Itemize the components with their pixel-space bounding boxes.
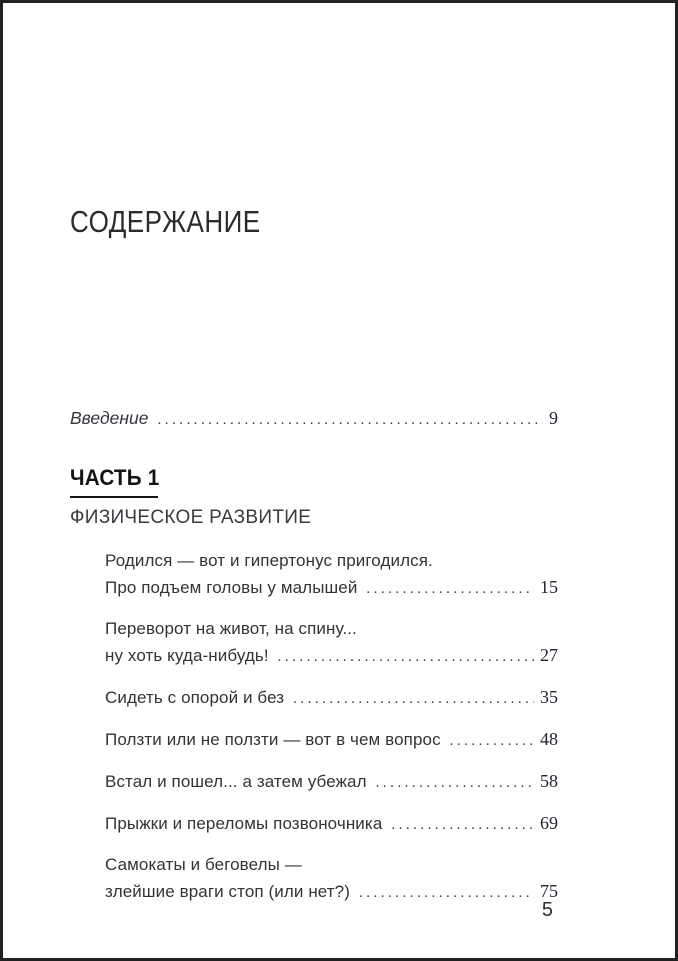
entry-text: Прыжки и переломы позвоночника bbox=[105, 814, 383, 833]
entry-page-number: 69 bbox=[540, 813, 558, 833]
toc-entry-line bbox=[105, 726, 558, 754]
entry-text: ну хоть куда-нибудь! bbox=[105, 646, 269, 665]
toc-entry[interactable] bbox=[105, 684, 558, 712]
toc-entry[interactable] bbox=[105, 852, 558, 906]
toc-entry-line bbox=[105, 684, 558, 712]
part-heading bbox=[70, 465, 558, 531]
entry-text: Про подъем головы у малышей bbox=[105, 578, 358, 597]
toc-entry-line bbox=[105, 642, 558, 670]
introduction-label: Введение bbox=[70, 408, 149, 428]
entry-text: Встал и пошел... а затем убежал bbox=[105, 772, 367, 791]
toc-entry-line bbox=[105, 768, 558, 796]
entry-page-number: 35 bbox=[540, 687, 558, 707]
toc-entry-line bbox=[105, 878, 558, 906]
entry-text: Самокаты и беговелы — bbox=[105, 855, 302, 874]
toc-entry[interactable] bbox=[105, 768, 558, 796]
toc-entry[interactable] bbox=[105, 810, 558, 838]
part-underline bbox=[70, 496, 158, 498]
dot-leader bbox=[278, 644, 534, 670]
toc-entry-line bbox=[105, 852, 558, 878]
page-title: СОДЕРЖАНИЕ bbox=[70, 204, 261, 239]
entry-text: злейшие враги стоп (или нет?) bbox=[105, 882, 351, 901]
entry-text: Ползти или не ползти — вот в чем вопрос bbox=[105, 730, 441, 749]
page-number: 5 bbox=[541, 899, 553, 921]
entry-text: Переворот на живот, на спину... bbox=[105, 619, 357, 638]
dot-leader bbox=[391, 812, 534, 838]
part-subtitle: ФИЗИЧЕСКОЕ РАЗВИТИЕ bbox=[70, 507, 312, 528]
dot-leader bbox=[376, 770, 534, 796]
toc-entry-introduction[interactable] bbox=[70, 405, 558, 433]
toc-entry[interactable] bbox=[105, 548, 558, 602]
toc-entry-line bbox=[105, 574, 558, 602]
toc-entry[interactable] bbox=[105, 726, 558, 754]
toc-entry-line bbox=[105, 548, 558, 574]
dot-leader bbox=[359, 880, 534, 906]
entry-page-number: 48 bbox=[540, 729, 558, 749]
toc-content bbox=[3, 203, 675, 906]
toc-entry[interactable] bbox=[105, 616, 558, 670]
introduction-page-number: 9 bbox=[549, 408, 558, 428]
toc-entries-list bbox=[70, 548, 558, 906]
entry-page-number: 58 bbox=[540, 771, 558, 791]
entry-text: Родился — вот и гипертонус пригодился. bbox=[105, 551, 433, 570]
dot-leader bbox=[450, 728, 534, 754]
entry-page-number: 15 bbox=[540, 577, 558, 597]
dot-leader bbox=[366, 576, 534, 602]
entry-text: Сидеть с опорой и без bbox=[105, 688, 285, 707]
dot-leader bbox=[157, 407, 543, 433]
dot-leader bbox=[293, 686, 534, 712]
entry-page-number: 75 bbox=[540, 881, 558, 901]
toc-entry-line bbox=[105, 810, 558, 838]
part-label: ЧАСТЬ 1 bbox=[70, 465, 160, 490]
entry-page-number: 27 bbox=[540, 645, 558, 665]
toc-entry-line bbox=[105, 616, 558, 642]
